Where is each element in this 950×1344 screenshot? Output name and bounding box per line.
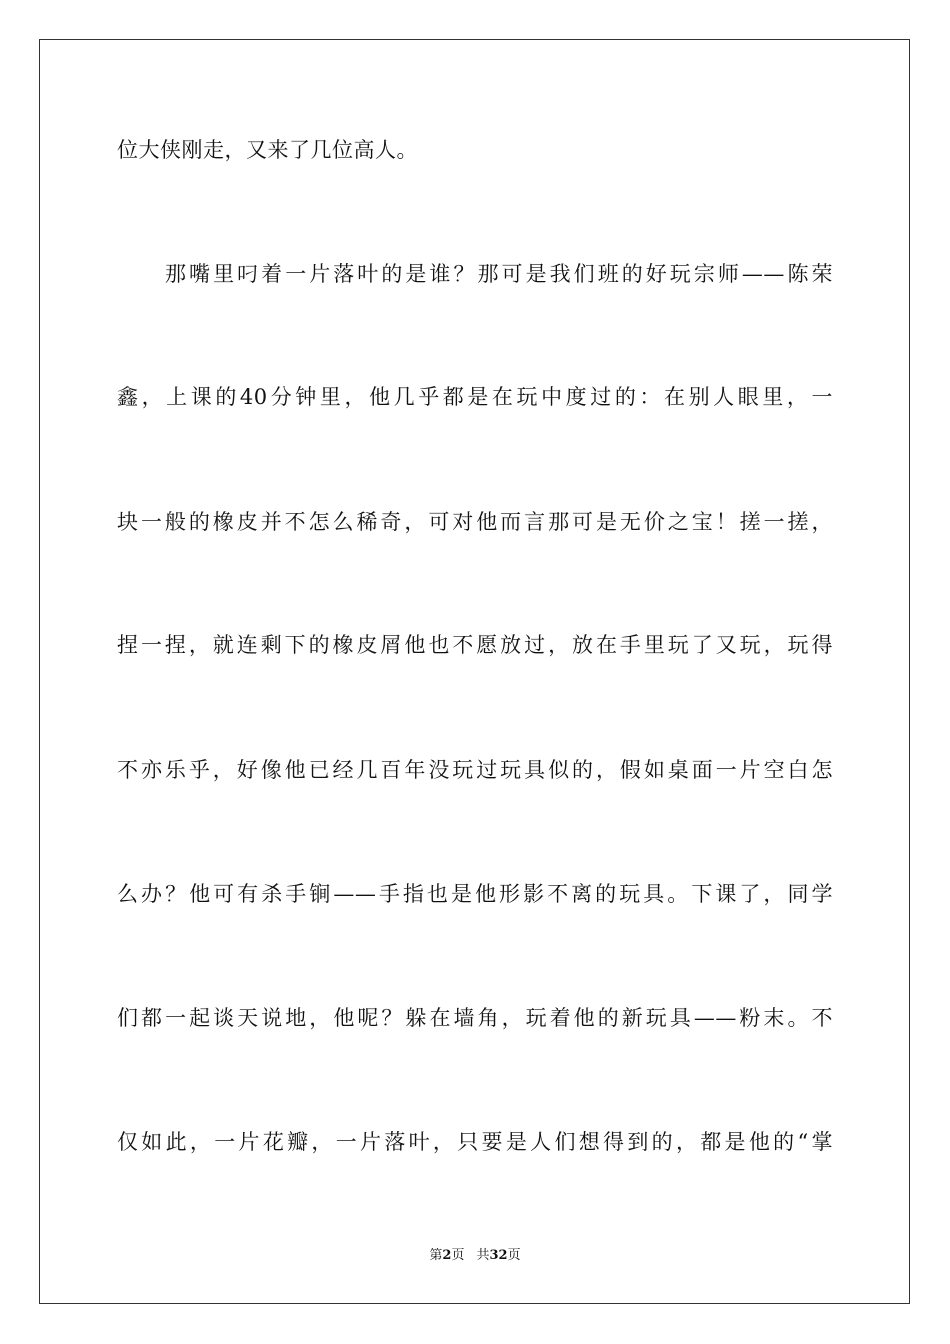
text-line-2: 那嘴里叼着一片落叶的是谁？那可是我们班的好玩宗师——陈荣: [165, 262, 833, 286]
text-line-5: 捏一捏，就连剩下的橡皮屑他也不愿放过，放在手里玩了又玩，玩得: [117, 633, 833, 657]
text-line-1: 位大侠刚走，又来了几位高人。: [117, 138, 418, 162]
footer-page-suffix: 页: [451, 1248, 465, 1263]
page-border: [39, 39, 910, 1304]
text-line-8: 们都一起谈天说地，他呢？躲在墙角，玩着他的新玩具——粉末。不: [117, 1006, 833, 1030]
footer-total-prefix: 共: [476, 1248, 490, 1263]
footer-total-pages: 32: [489, 1248, 508, 1263]
page-footer: [0, 1247, 950, 1265]
text-line-9: 仅如此，一片花瓣，一片落叶，只要是人们想得到的，都是他的“掌: [117, 1130, 833, 1154]
text-line-7: 么办？他可有杀手锏——手指也是他形影不离的玩具。下课了，同学: [117, 882, 833, 906]
footer-page-number: 2: [442, 1248, 452, 1263]
text-line-3: 鑫，上课的40分钟里，他几乎都是在玩中度过的：在别人眼里，一: [117, 385, 833, 409]
footer-total-suffix: 页: [507, 1248, 521, 1263]
footer-page-prefix: 第: [429, 1248, 443, 1263]
text-line-6: 不亦乐乎，好像他已经几百年没玩过玩具似的，假如桌面一片空白怎: [117, 758, 833, 782]
text-line-4: 块一般的橡皮并不怎么稀奇，可对他而言那可是无价之宝！搓一搓，: [117, 510, 833, 534]
